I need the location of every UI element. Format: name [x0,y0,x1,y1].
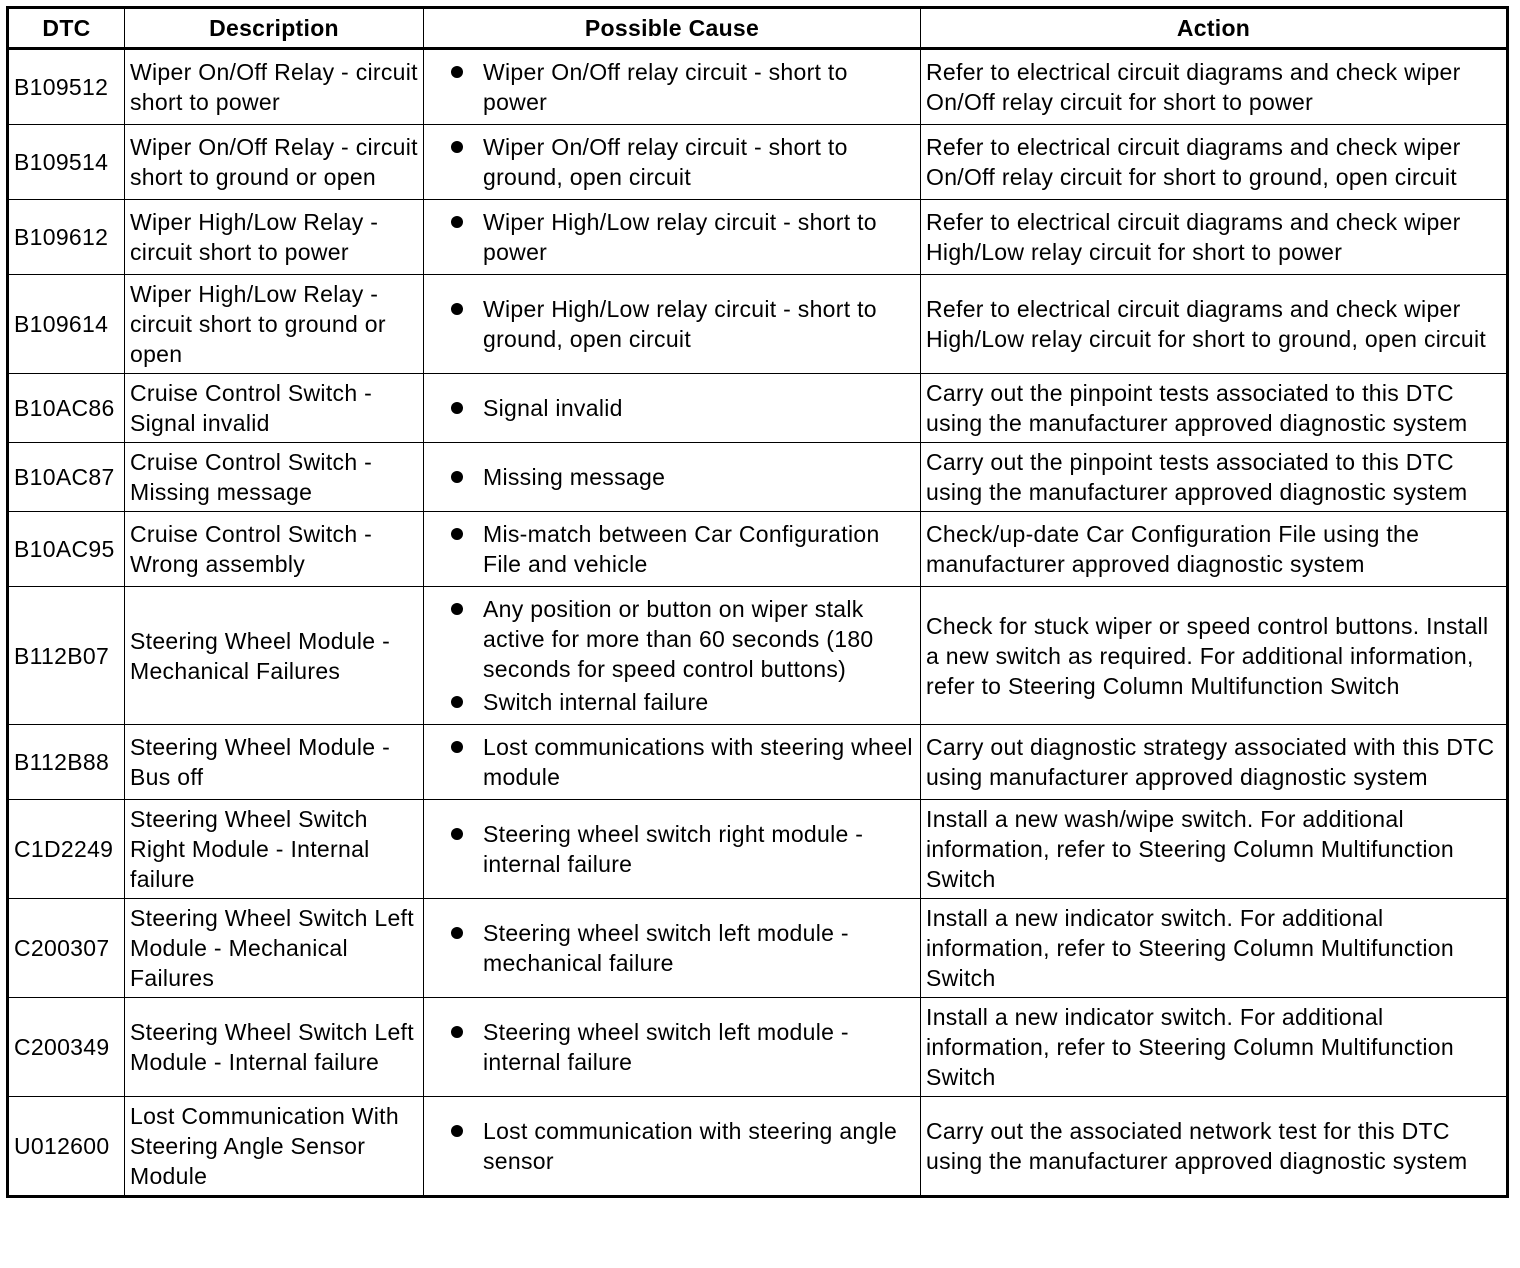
dtc-code-cell: B109614 [8,275,125,374]
cause-text: Steering wheel switch right module - internal failure [483,821,864,877]
description-cell: Wiper On/Off Relay - circuit short to power [125,49,424,125]
cause-list [429,57,916,117]
action-cell: Refer to electrical circuit diagrams and check wiper On/Off relay circuit for short to power [921,49,1508,125]
possible-cause-cell [424,1097,921,1197]
cause-list-item [429,519,916,579]
bullet-icon [451,141,463,153]
cause-list-item [429,294,916,354]
cause-text: Missing message [483,464,666,490]
action-cell: Install a new indicator switch. For additional information, refer to Steering Column Multifunction Switch [921,998,1508,1097]
bullet-icon [451,66,463,78]
possible-cause-cell [424,443,921,512]
cause-list [429,519,916,579]
dtc-code-cell: B10AC86 [8,374,125,443]
description-cell: Cruise Control Switch - Signal invalid [125,374,424,443]
action-cell: Check/up-date Car Configuration File using the manufacturer approved diagnostic system [921,512,1508,587]
cause-list-item [429,1017,916,1077]
dtc-code-cell: B109514 [8,125,125,200]
cause-text: Steering wheel switch left module - mechanical failure [483,920,849,976]
bullet-icon [451,471,463,483]
cause-list [429,207,916,267]
cause-list-item [429,462,916,492]
table-row [8,800,1508,899]
cause-list [429,1017,916,1077]
header-description: Description [125,8,424,49]
possible-cause-cell [424,512,921,587]
cause-text: Any position or button on wiper stalk active for more than 60 seconds (180 seconds for speed control buttons) [483,596,874,682]
table-header-row [8,8,1508,49]
possible-cause-cell [424,998,921,1097]
possible-cause-cell [424,899,921,998]
bullet-icon [451,303,463,315]
cause-list-item [429,594,916,684]
dtc-code-cell: B112B88 [8,725,125,800]
description-cell: Steering Wheel Module - Bus off [125,725,424,800]
action-cell: Install a new wash/wipe switch. For additional information, refer to Steering Column Multifunction Switch [921,800,1508,899]
table-body [8,49,1508,1197]
action-cell: Carry out the pinpoint tests associated to this DTC using the manufacturer approved diagnostic system [921,443,1508,512]
possible-cause-cell [424,725,921,800]
cause-list-item [429,819,916,879]
cause-list-item [429,918,916,978]
header-possible-cause: Possible Cause [424,8,921,49]
dtc-code-cell: B10AC87 [8,443,125,512]
bullet-icon [451,741,463,753]
description-cell: Wiper On/Off Relay - circuit short to ground or open [125,125,424,200]
table-row [8,49,1508,125]
cause-list-item [429,687,916,717]
cause-list [429,393,916,423]
description-cell: Lost Communication With Steering Angle Sensor Module [125,1097,424,1197]
description-cell: Steering Wheel Module - Mechanical Failures [125,587,424,725]
description-cell: Steering Wheel Switch Left Module - Internal failure [125,998,424,1097]
possible-cause-cell [424,275,921,374]
action-cell: Check for stuck wiper or speed control buttons. Install a new switch as required. For additional information, refer to Steering Column Multifunction Switch [921,587,1508,725]
bullet-icon [451,216,463,228]
cause-text: Wiper On/Off relay circuit - short to power [483,59,848,115]
possible-cause-cell [424,125,921,200]
description-cell: Cruise Control Switch - Wrong assembly [125,512,424,587]
possible-cause-cell [424,49,921,125]
bullet-icon [451,1026,463,1038]
cause-text: Lost communication with steering angle sensor [483,1118,898,1174]
cause-list-item [429,1116,916,1176]
table-row [8,899,1508,998]
cause-list [429,819,916,879]
cause-text: Wiper On/Off relay circuit - short to ground, open circuit [483,134,848,190]
bullet-icon [451,828,463,840]
dtc-code-cell: C200307 [8,899,125,998]
dtc-code-cell: C200349 [8,998,125,1097]
cause-text: Steering wheel switch left module - internal failure [483,1019,849,1075]
possible-cause-cell [424,374,921,443]
description-cell: Steering Wheel Switch Right Module - Internal failure [125,800,424,899]
table-row [8,587,1508,725]
bullet-icon [451,1125,463,1137]
dtc-code-cell: U012600 [8,1097,125,1197]
header-action: Action [921,8,1508,49]
cause-text: Signal invalid [483,395,623,421]
dtc-table [6,6,1509,1198]
table-row [8,125,1508,200]
cause-text: Mis-match between Car Configuration File and vehicle [483,521,880,577]
action-cell: Refer to electrical circuit diagrams and check wiper High/Low relay circuit for short to power [921,200,1508,275]
possible-cause-cell [424,200,921,275]
dtc-table-container [6,6,1506,1198]
bullet-icon [451,927,463,939]
description-cell: Steering Wheel Switch Left Module - Mechanical Failures [125,899,424,998]
cause-list-item [429,732,916,792]
action-cell: Refer to electrical circuit diagrams and check wiper High/Low relay circuit for short to ground, open circuit [921,275,1508,374]
bullet-icon [451,696,463,708]
table-row [8,374,1508,443]
action-cell: Carry out the pinpoint tests associated to this DTC using the manufacturer approved diagnostic system [921,374,1508,443]
table-row [8,200,1508,275]
description-cell: Wiper High/Low Relay - circuit short to ground or open [125,275,424,374]
cause-list [429,1116,916,1176]
dtc-code-cell: B112B07 [8,587,125,725]
cause-text: Switch internal failure [483,689,709,715]
cause-list [429,132,916,192]
cause-list-item [429,57,916,117]
action-cell: Carry out diagnostic strategy associated with this DTC using manufacturer approved diagnostic system [921,725,1508,800]
description-cell: Wiper High/Low Relay - circuit short to power [125,200,424,275]
dtc-code-cell: B109612 [8,200,125,275]
possible-cause-cell [424,800,921,899]
dtc-code-cell: B109512 [8,49,125,125]
dtc-code-cell: B10AC95 [8,512,125,587]
action-cell: Refer to electrical circuit diagrams and check wiper On/Off relay circuit for short to ground, open circuit [921,125,1508,200]
cause-list [429,918,916,978]
bullet-icon [451,402,463,414]
dtc-code-cell: C1D2249 [8,800,125,899]
table-row [8,443,1508,512]
cause-list [429,732,916,792]
cause-list [429,594,916,717]
cause-list [429,462,916,492]
cause-list-item [429,393,916,423]
table-row [8,1097,1508,1197]
table-row [8,998,1508,1097]
table-row [8,725,1508,800]
cause-list-item [429,132,916,192]
table-row [8,512,1508,587]
cause-text: Wiper High/Low relay circuit - short to ground, open circuit [483,296,877,352]
bullet-icon [451,528,463,540]
table-row [8,275,1508,374]
description-cell: Cruise Control Switch - Missing message [125,443,424,512]
action-cell: Carry out the associated network test for this DTC using the manufacturer approved diagnostic system [921,1097,1508,1197]
bullet-icon [451,603,463,615]
header-dtc: DTC [8,8,125,49]
possible-cause-cell [424,587,921,725]
action-cell: Install a new indicator switch. For additional information, refer to Steering Column Multifunction Switch [921,899,1508,998]
cause-text: Lost communications with steering wheel module [483,734,913,790]
cause-list-item [429,207,916,267]
cause-text: Wiper High/Low relay circuit - short to power [483,209,877,265]
cause-list [429,294,916,354]
